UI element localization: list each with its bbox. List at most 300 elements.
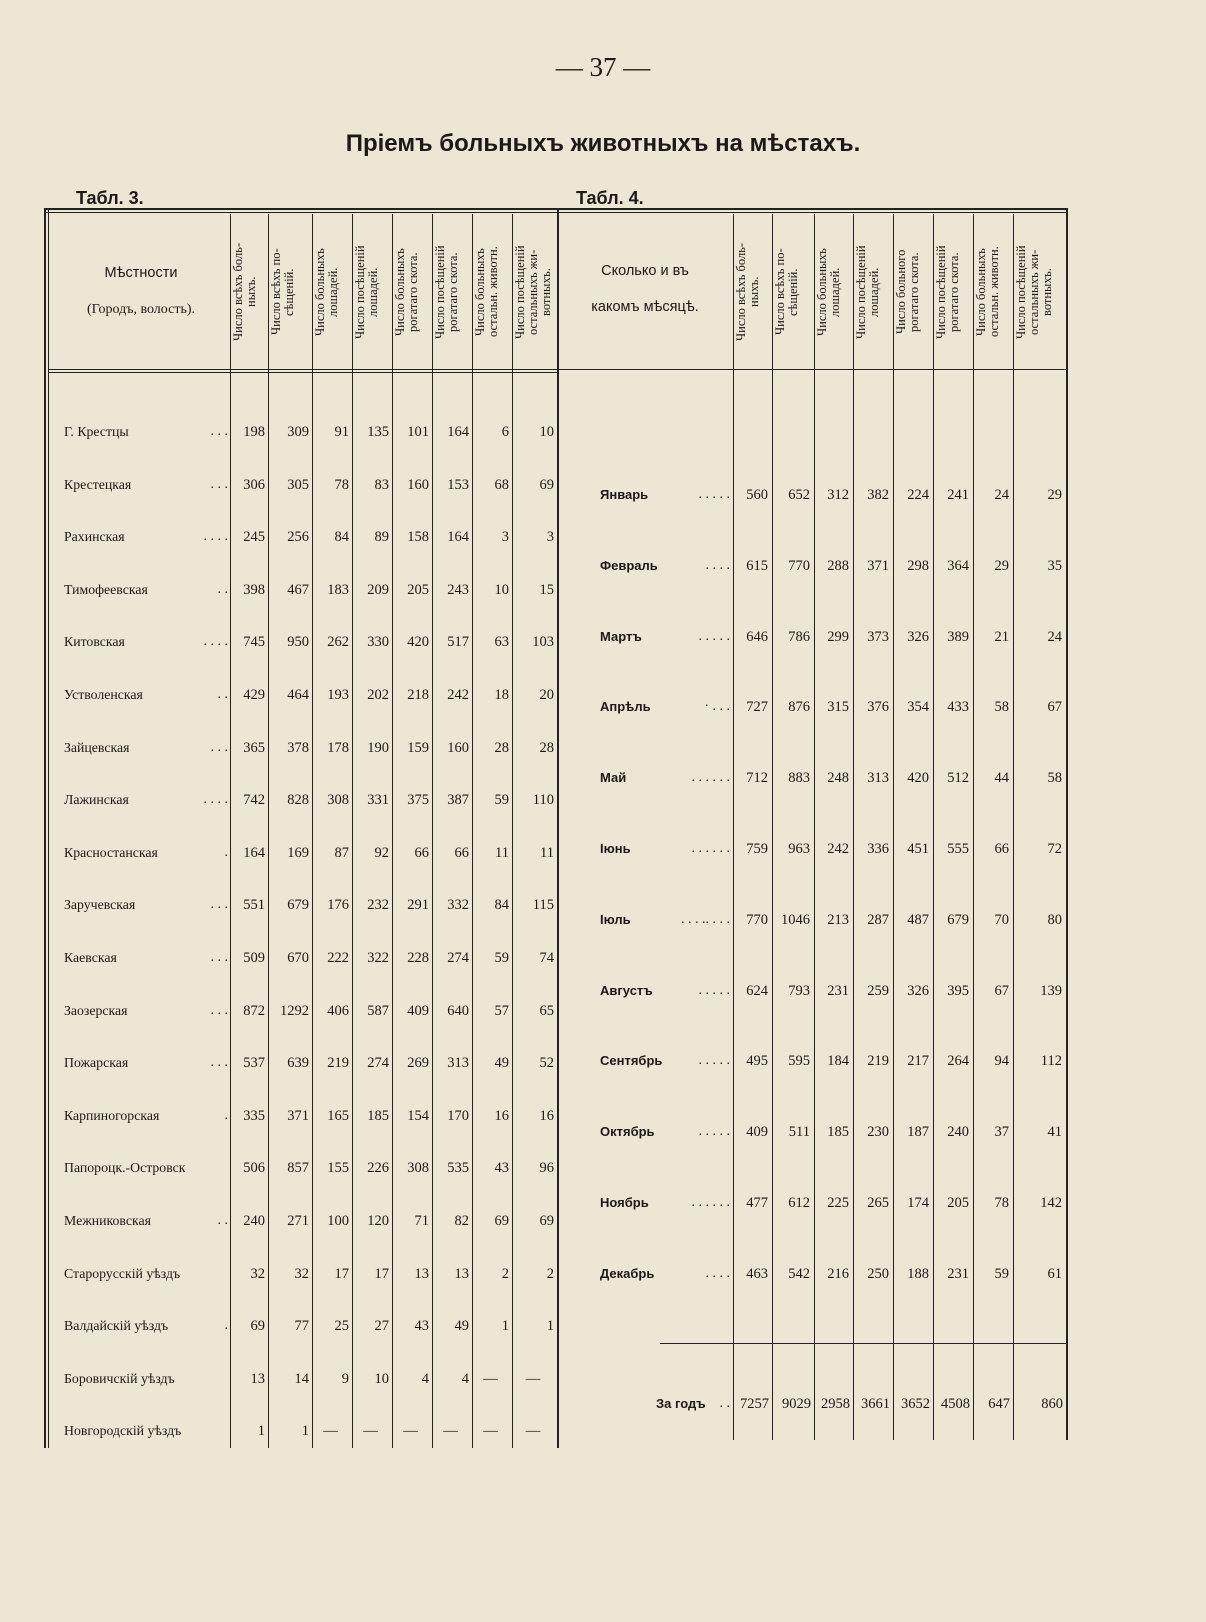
table4-cell: 463: [746, 1266, 768, 1282]
table3-cell: 52: [539, 1055, 554, 1071]
table4-total-name: За годъ: [656, 1396, 706, 1411]
table3-column-header: Число всѣхъ боль- ныхъ.: [231, 242, 258, 342]
table4-cell: 58: [994, 699, 1009, 715]
table4-cell: 174: [907, 1195, 929, 1211]
table3-cell: 57: [494, 1003, 509, 1019]
table4-row-dots: . . . . .: [698, 983, 730, 998]
table4-cell: 29: [994, 558, 1009, 574]
table3-cell: 84: [334, 529, 349, 545]
table-left-border: [44, 210, 46, 1448]
table3-cell: 120: [367, 1213, 389, 1229]
table4-cell: 326: [907, 629, 929, 645]
table4-cell: 188: [907, 1266, 929, 1282]
table3-cell: 228: [407, 950, 429, 966]
table4-cell: 786: [788, 629, 810, 645]
table3-cell: 198: [243, 424, 265, 440]
table3-cell: 100: [327, 1213, 349, 1229]
table3-cell: 83: [374, 477, 389, 493]
table3-column-header: Число посѣщеній рогатаго скота.: [433, 245, 460, 339]
table4-cell: 231: [827, 983, 849, 999]
table3-cell: 3: [501, 529, 509, 545]
table3-cell: 378: [287, 740, 309, 756]
table4-row-dots: . . . . . .: [691, 1195, 730, 1210]
table3-cell: 71: [414, 1213, 429, 1229]
table3-cell: 68: [494, 477, 509, 493]
column-line: [472, 214, 473, 1448]
table3-cell: 28: [539, 740, 554, 756]
table4-cell: 112: [1040, 1053, 1062, 1069]
table3-cell: 387: [447, 792, 469, 808]
table3-row-dots: . . . .: [203, 634, 228, 649]
table-right-border: [1066, 210, 1068, 1440]
table3-cell: 308: [327, 792, 349, 808]
table3-cell: 309: [287, 424, 309, 440]
table3-row-dots: . . .: [210, 950, 228, 965]
table4-cell: 298: [907, 558, 929, 574]
table3-cell: 66: [414, 845, 429, 861]
table4-cell: 259: [867, 983, 889, 999]
table3-cell: 2: [501, 1266, 509, 1282]
table4-column-header: Число больныхъ остальн. животн.: [974, 246, 1001, 338]
table4-cell: 242: [827, 841, 849, 857]
table4-cell: 336: [867, 841, 889, 857]
table3-cell: 59: [494, 792, 509, 808]
table4-cell: 759: [746, 841, 768, 857]
table3-row-dots: . . .: [210, 1055, 228, 1070]
table4-total-dots: . .: [719, 1396, 730, 1411]
table3-row-dots: . . . .: [203, 529, 228, 544]
table3-cell: 43: [414, 1318, 429, 1334]
column-line: [392, 214, 393, 1448]
table3-cell: 10: [539, 424, 554, 440]
column-line: [230, 214, 231, 1448]
table3-row-name: Зайцевская: [64, 740, 130, 755]
table3-cell: 745: [243, 634, 265, 650]
table3-cell: 49: [494, 1055, 509, 1071]
table4-row-name: Апрѣль: [600, 699, 651, 714]
table3-cell: 49: [454, 1318, 469, 1334]
table3-cell: 20: [539, 687, 554, 703]
table3-cell: 185: [367, 1108, 389, 1124]
table3-cell: 509: [243, 950, 265, 966]
table4-cell: 679: [947, 912, 969, 928]
table3-cell: 91: [334, 424, 349, 440]
table3-cell: 13: [414, 1266, 429, 1282]
table4-column-header: Число посѣщеній остальныхъ жи- вотныхъ.: [1014, 245, 1054, 339]
table3-cell: 420: [407, 634, 429, 650]
table3-cell: 872: [243, 1003, 265, 1019]
table4-cell: 61: [1047, 1266, 1062, 1282]
table3-cell: 464: [287, 687, 309, 703]
table4-row-dots: · . . .: [704, 699, 730, 714]
table4-row-name: Октябрь: [600, 1124, 655, 1139]
table3-cell: 291: [407, 897, 429, 913]
table4-cell: 770: [746, 912, 768, 928]
table3-cell: 69: [539, 1213, 554, 1229]
table3-cell: 2: [546, 1266, 554, 1282]
table3-cell: 828: [287, 792, 309, 808]
table3-cell: 69: [250, 1318, 265, 1334]
table4-cell: 224: [907, 487, 929, 503]
table4-cell: 364: [947, 558, 969, 574]
table4-cell: 248: [827, 770, 849, 786]
table4-row-dots: . . . .: [705, 558, 730, 573]
table4-total-cell: 7257: [740, 1396, 769, 1412]
table3-row-dots: . .: [217, 687, 228, 702]
table4-column-header: Число больныхъ лошадей.: [815, 248, 842, 336]
table4-row-name: Сентябрь: [600, 1053, 663, 1068]
table3-cell: 467: [287, 582, 309, 598]
table4-column-header: Число всѣхъ по- сѣщеній.: [773, 248, 800, 336]
table4-cell: 382: [867, 487, 889, 503]
column-line: [1013, 214, 1014, 1440]
table3-row-name: Китовская: [64, 634, 125, 649]
table4-row-dots: . . . . .: [698, 1124, 730, 1139]
table3-cell: 1292: [280, 1003, 309, 1019]
table4-cell: 371: [867, 558, 889, 574]
table3-cell: 429: [243, 687, 265, 703]
page-title: Пріемъ больныхъ животныхъ на мѣстахъ.: [345, 130, 861, 157]
table3-cell: 219: [327, 1055, 349, 1071]
table4-cell: 770: [788, 558, 810, 574]
table3-cell: 537: [243, 1055, 265, 1071]
table3-cell: 3: [546, 529, 554, 545]
table3-cell: 183: [327, 582, 349, 598]
table3-cell: 245: [243, 529, 265, 545]
table3-cell: 84: [494, 897, 509, 913]
table3-cell: 16: [494, 1108, 509, 1124]
table3-cell: 10: [374, 1371, 389, 1387]
table4-cell: 250: [867, 1266, 889, 1282]
table3-cell: —: [483, 1423, 498, 1439]
table3-cell: 365: [243, 740, 265, 756]
table3-row-name: Боровичскій уѣздъ: [64, 1371, 175, 1386]
table3-row-name: Красностанская: [64, 845, 158, 860]
table3-header-title: Мѣстности: [104, 265, 178, 281]
table3-cell: —: [525, 1423, 541, 1439]
table3-cell: 242: [447, 687, 469, 703]
table3-column-header: Число больныхъ остальн. животн.: [473, 246, 500, 338]
table4-cell: 560: [746, 487, 768, 503]
table3-cell: 218: [407, 687, 429, 703]
table3-cell: 87: [334, 845, 349, 861]
table3-cell: 164: [243, 845, 265, 861]
table3-cell: 950: [287, 634, 309, 650]
table3-row-dots: . .: [217, 1213, 228, 1228]
table3-cell: 205: [407, 582, 429, 598]
table4-cell: 287: [867, 912, 889, 928]
table4-row-name: Ноябрь: [600, 1195, 649, 1210]
table-top-rule-thin: [44, 212, 1068, 213]
table3-cell: 170: [447, 1108, 469, 1124]
table3-cell: 256: [287, 529, 309, 545]
column-line: [432, 214, 433, 1448]
table3-row-name: Папороцк.-Островск: [64, 1160, 186, 1175]
table4-cell: 94: [994, 1053, 1009, 1069]
table4-row-name: Февраль: [600, 558, 658, 573]
table3-cell: 313: [447, 1055, 469, 1071]
table4-cell: 37: [994, 1124, 1009, 1140]
table4-cell: 184: [827, 1053, 849, 1069]
total-rule: [660, 1343, 1066, 1344]
table4-cell: 21: [994, 629, 1009, 645]
table3-row-dots: . . .: [210, 1003, 228, 1018]
table4-row-dots: . . . .. . . .: [681, 912, 730, 927]
table3-row-name: Валдайскій уѣздъ: [64, 1318, 169, 1333]
table3-cell: 262: [327, 634, 349, 650]
table4-cell: 712: [746, 770, 768, 786]
table4-cell: 595: [788, 1053, 810, 1069]
table3-cell: —: [483, 1371, 498, 1387]
table3-cell: 240: [243, 1213, 265, 1229]
table4-cell: 409: [746, 1124, 768, 1140]
table4-cell: 230: [867, 1124, 889, 1140]
table3-cell: 226: [367, 1160, 389, 1176]
table3-cell: 742: [243, 792, 265, 808]
table4-cell: 67: [994, 983, 1009, 999]
table-left-border-inner: [48, 210, 49, 1448]
table3-cell: 59: [494, 950, 509, 966]
table4-row-dots: . . . . . .: [691, 770, 730, 785]
table4-cell: 389: [947, 629, 969, 645]
table4-cell: 70: [994, 912, 1009, 928]
table4-total-cell: 3652: [901, 1396, 930, 1412]
table4-cell: 477: [746, 1195, 768, 1211]
table3-cell: —: [443, 1423, 458, 1439]
table3-cell: 17: [374, 1266, 389, 1282]
table4-cell: 41: [1047, 1124, 1062, 1140]
table4-cell: 612: [788, 1195, 810, 1211]
table4-total-cell: 3661: [861, 1396, 890, 1412]
table4-cell: 216: [827, 1266, 849, 1282]
table4-row-dots: . . . . .: [698, 487, 730, 502]
table4-cell: 187: [907, 1124, 929, 1140]
column-line: [933, 214, 934, 1440]
table3-cell: 209: [367, 582, 389, 598]
table4-row-name: Май: [600, 770, 627, 785]
table3-cell: 11: [495, 845, 509, 861]
table4-cell: 219: [867, 1053, 889, 1069]
table3-cell: 13: [250, 1371, 265, 1387]
table4-row-name: Іюнь: [600, 841, 631, 856]
table3-cell: 202: [367, 687, 389, 703]
table3-cell: 164: [447, 529, 469, 545]
table4-cell: 373: [867, 629, 889, 645]
table4-cell: 35: [1047, 558, 1062, 574]
table3-cell: 28: [494, 740, 509, 756]
table4-cell: 24: [994, 487, 1009, 503]
column-line: [352, 214, 353, 1448]
table4-cell: 433: [947, 699, 969, 715]
table4-column-header: Число больного рогатаго скота.: [894, 249, 921, 335]
table3-cell: 1: [257, 1423, 265, 1439]
table3-row-name: Карпиногорская: [64, 1108, 160, 1123]
table4-cell: 963: [788, 841, 810, 857]
table3-cell: 14: [294, 1371, 309, 1387]
table4-row-dots: . . . . .: [698, 629, 730, 644]
table3-cell: 110: [532, 792, 554, 808]
table4-row-name: Мартъ: [600, 629, 642, 644]
column-line: [893, 214, 894, 1440]
table4-cell: 646: [746, 629, 768, 645]
table3-row-dots: .: [224, 845, 228, 860]
table4-cell: 78: [994, 1195, 1009, 1211]
table3-cell: 6: [501, 424, 509, 440]
table3-cell: 679: [287, 897, 309, 913]
table4-cell: 217: [907, 1053, 929, 1069]
table4-cell: 288: [827, 558, 849, 574]
table3-row-dots: . . .: [210, 477, 228, 492]
table4-column-header: Число всѣхъ боль- ныхъ.: [734, 242, 761, 342]
table3-cell: 15: [539, 582, 554, 598]
table3-cell: 89: [374, 529, 389, 545]
table3-row-name: Тимофеевская: [64, 582, 148, 597]
table3-cell: 103: [532, 634, 554, 650]
table4-cell: 59: [994, 1266, 1009, 1282]
table3-cell: —: [403, 1423, 418, 1439]
table4-total-cell: 647: [988, 1396, 1010, 1412]
table3-cell: 322: [367, 950, 389, 966]
table3-cell: 165: [327, 1108, 349, 1124]
table3-row-dots: .: [224, 1108, 228, 1123]
table3-cell: 305: [287, 477, 309, 493]
table4-cell: 883: [788, 770, 810, 786]
table3-row-name: Межниковская: [64, 1213, 151, 1228]
table4-cell: 265: [867, 1195, 889, 1211]
table3-cell: 78: [334, 477, 349, 493]
table3-cell: 1: [501, 1318, 509, 1334]
table3-cell: 587: [367, 1003, 389, 1019]
column-line: [512, 214, 513, 1448]
table3-row-dots: .: [224, 1318, 228, 1333]
table3-cell: 857: [287, 1160, 309, 1176]
table3-row-name: Лажинская: [64, 792, 129, 807]
table4-row-dots: . . . . . .: [691, 841, 730, 856]
table3-cell: 639: [287, 1055, 309, 1071]
table3-cell: —: [525, 1371, 541, 1387]
table3-cell: 153: [447, 477, 469, 493]
table3-row-name: Устволенская: [64, 687, 143, 702]
column-line: [772, 214, 773, 1440]
table4-cell: 511: [788, 1124, 810, 1140]
table3-cell: 331: [367, 792, 389, 808]
table3-cell: 332: [447, 897, 469, 913]
table4-cell: 241: [947, 487, 969, 503]
table3-cell: 32: [250, 1266, 265, 1282]
table4-cell: 225: [827, 1195, 849, 1211]
table4-header-title: Сколько и въ: [601, 263, 689, 279]
table3-cell: 398: [243, 582, 265, 598]
table4-cell: 793: [788, 983, 810, 999]
table3-cell: 335: [243, 1108, 265, 1124]
table3-label: Табл. 3.: [76, 188, 144, 208]
table3-row-name: Заручевская: [64, 897, 136, 912]
table4-row-name: Августъ: [600, 983, 653, 998]
table4-total-cell: 860: [1041, 1396, 1063, 1412]
table3-cell: 271: [287, 1213, 309, 1229]
table3-row-name: Пожарская: [64, 1055, 129, 1070]
table3-cell: 330: [367, 634, 389, 650]
table3-cell: 535: [447, 1160, 469, 1176]
table4-total-cell: 4508: [941, 1396, 970, 1412]
table4-cell: 185: [827, 1124, 849, 1140]
table3-cell: 9: [341, 1371, 349, 1387]
table3-cell: 158: [407, 529, 429, 545]
table4-row-dots: . . . .: [705, 1266, 730, 1281]
table-top-rule: [44, 208, 1068, 210]
table3-cell: 92: [374, 845, 389, 861]
table3-cell: 66: [454, 845, 469, 861]
column-line: [853, 214, 854, 1440]
table3-row-dots: . . .: [210, 424, 228, 439]
table4-row-name: Декабрь: [600, 1266, 655, 1281]
table3-cell: 82: [454, 1213, 469, 1229]
table4-cell: 487: [907, 912, 929, 928]
table3-cell: 232: [367, 897, 389, 913]
table3-cell: 193: [327, 687, 349, 703]
table4-cell: 876: [788, 699, 810, 715]
table4-cell: 451: [907, 841, 929, 857]
table3-column-header: Число посѣщеній остальныхъ жи- вотныхъ.: [513, 245, 553, 339]
table3-cell: 274: [447, 950, 469, 966]
table3-row-name: Старорусскій уѣздъ: [64, 1266, 181, 1281]
table4-cell: 80: [1047, 912, 1062, 928]
table3-cell: 69: [494, 1213, 509, 1229]
table3-cell: 406: [327, 1003, 349, 1019]
column-line: [312, 214, 313, 1448]
table3-cell: —: [363, 1423, 378, 1439]
table3-row-name: Крестецкая: [64, 477, 132, 492]
table3-cell: 69: [539, 477, 554, 493]
table4-row-name: Январь: [600, 487, 649, 502]
table3-row-name: Рахинская: [64, 529, 125, 544]
table4-header-subtitle: какомъ мѣсяцѣ.: [591, 299, 699, 315]
table3-cell: 65: [539, 1003, 554, 1019]
table4-cell: 44: [994, 770, 1009, 786]
table4-total-cell: 2958: [821, 1396, 850, 1412]
table4-cell: 312: [827, 487, 849, 503]
table3-column-header: Число всѣхъ по- сѣщеній.: [269, 248, 296, 336]
table3-cell: 159: [407, 740, 429, 756]
table4-cell: 624: [746, 983, 768, 999]
table3-cell: 670: [287, 950, 309, 966]
table3-cell: 27: [374, 1318, 389, 1334]
table4-cell: 512: [947, 770, 969, 786]
table3-cell: 4: [461, 1371, 469, 1387]
table4-row-name: Іюль: [600, 912, 631, 927]
table4-cell: 420: [907, 770, 929, 786]
table4-cell: 205: [947, 1195, 969, 1211]
table3-cell: 16: [539, 1108, 554, 1124]
table4-cell: 1046: [781, 912, 810, 928]
table3-column-header: Число посѣщеній лошадей.: [353, 245, 380, 339]
table3-cell: 11: [540, 845, 554, 861]
table3-cell: 243: [447, 582, 469, 598]
table4-cell: 264: [947, 1053, 969, 1069]
table3-cell: 10: [494, 582, 509, 598]
table3-row-name: Новгородскій уѣздъ: [64, 1423, 182, 1438]
table4-cell: 213: [827, 912, 849, 928]
table4-cell: 299: [827, 629, 849, 645]
column-line: [814, 214, 815, 1440]
table3-cell: 43: [494, 1160, 509, 1176]
table3-row-dots: . . .: [210, 740, 228, 755]
table3-cell: 101: [407, 424, 429, 440]
table3-row-name: Г. Крестцы: [64, 424, 129, 439]
table-divider: [557, 210, 559, 1448]
table4-cell: 142: [1040, 1195, 1062, 1211]
table3-cell: 551: [243, 897, 265, 913]
